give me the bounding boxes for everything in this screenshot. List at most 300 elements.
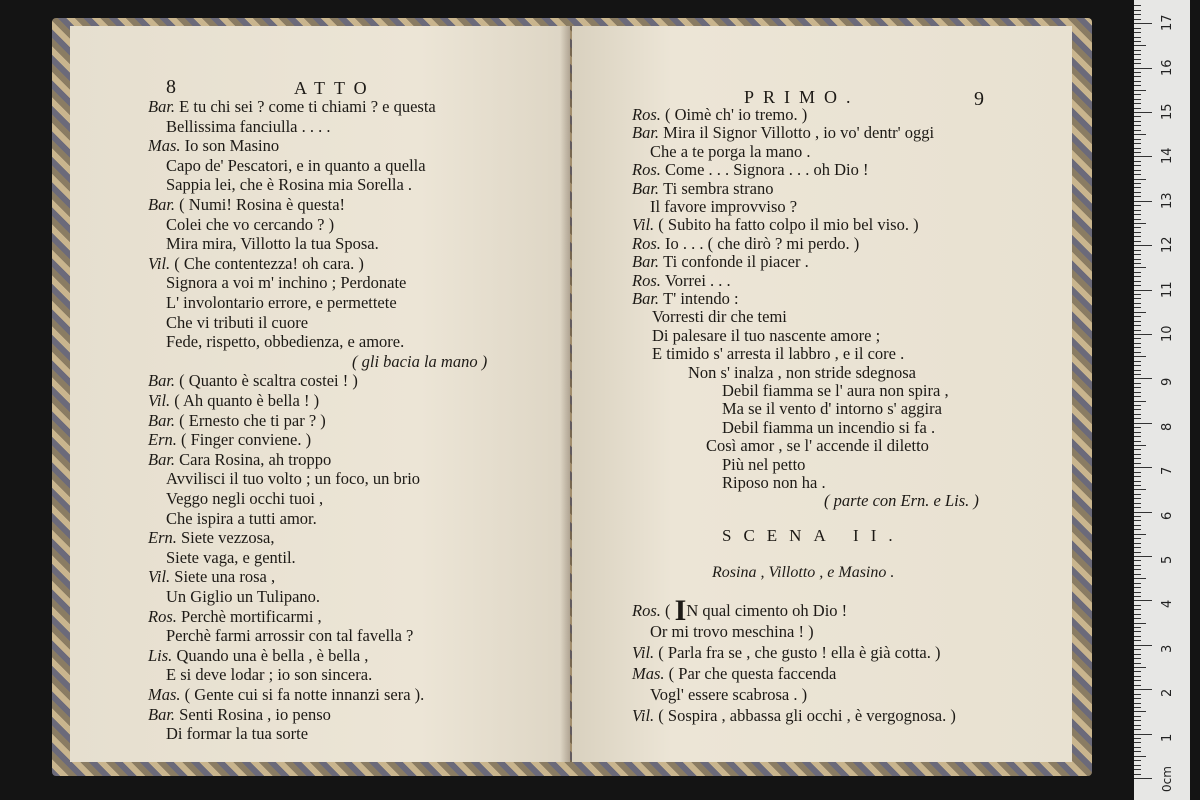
speaker-label: Mas. bbox=[632, 664, 669, 683]
ruler-tick bbox=[1134, 614, 1141, 615]
ruler-tick bbox=[1134, 427, 1141, 428]
ruler-tick bbox=[1134, 552, 1141, 553]
speaker-label: Ros. bbox=[632, 105, 665, 124]
ruler-tick bbox=[1134, 303, 1141, 304]
ruler-tick bbox=[1134, 396, 1141, 397]
dialogue-text: Quando una è bella , è bella , bbox=[176, 645, 369, 665]
ruler-tick bbox=[1134, 378, 1152, 379]
ruler-tick bbox=[1134, 676, 1141, 677]
ruler-tick bbox=[1134, 414, 1141, 415]
text-line bbox=[148, 98, 436, 116]
text-line bbox=[632, 253, 809, 271]
ruler-tick bbox=[1134, 365, 1141, 366]
ruler-tick bbox=[1134, 605, 1141, 606]
dialogue-text: Io . . . ( che dirò ? mi perdo. ) bbox=[665, 233, 860, 253]
dialogue-text: Io son Masino bbox=[184, 136, 280, 156]
dialogue-text: ( Oimè ch' io tremo. ) bbox=[665, 105, 808, 124]
speaker-label: Bar. bbox=[632, 123, 664, 143]
left-page-number: 8 bbox=[166, 76, 176, 98]
text-line bbox=[148, 647, 368, 665]
ruler-tick bbox=[1134, 76, 1141, 77]
ruler-tick bbox=[1134, 432, 1141, 433]
dialogue-text: Ti sembra strano bbox=[663, 178, 774, 198]
right-page-header: PRIMO. bbox=[744, 87, 860, 107]
ruler-tick bbox=[1134, 374, 1141, 375]
ruler-tick bbox=[1134, 223, 1146, 224]
dialogue-text: Siete una rosa , bbox=[174, 567, 276, 587]
text-line bbox=[166, 470, 420, 488]
ruler-tick bbox=[1134, 103, 1141, 104]
speaker-label: Bar. bbox=[148, 410, 180, 430]
ruler-tick bbox=[1134, 592, 1141, 593]
ruler-tick bbox=[1134, 596, 1141, 597]
dialogue-text: Avvilisci il tuo volto ; un foco, un brio bbox=[166, 469, 421, 489]
ruler-number: 15 bbox=[1160, 103, 1175, 120]
ruler-tick bbox=[1134, 99, 1141, 100]
dialogue-text: Signora a voi m' inchino ; Perdonate bbox=[166, 273, 407, 293]
ruler-tick bbox=[1134, 703, 1141, 704]
dialogue-text: Capo de' Pescatori, e in quanto a quella bbox=[166, 155, 426, 175]
text-line bbox=[706, 437, 929, 455]
measuring-ruler bbox=[1134, 0, 1190, 800]
text-line bbox=[148, 392, 319, 410]
ruler-tick bbox=[1134, 281, 1141, 282]
ruler-tick bbox=[1134, 663, 1141, 664]
ruler-tick bbox=[1134, 494, 1141, 495]
ruler-tick bbox=[1134, 361, 1141, 362]
ruler-tick bbox=[1134, 658, 1141, 659]
ruler-tick bbox=[1134, 640, 1141, 641]
ruler-tick bbox=[1134, 449, 1141, 450]
ruler-tick bbox=[1134, 108, 1141, 109]
ruler-tick bbox=[1134, 312, 1146, 313]
ruler-tick bbox=[1134, 179, 1146, 180]
ruler-tick bbox=[1134, 436, 1141, 437]
ruler-tick bbox=[1134, 765, 1141, 766]
dialogue-text: Perchè farmi arrossir con tal favella ? bbox=[166, 626, 414, 646]
ruler-tick bbox=[1134, 236, 1141, 237]
text-line bbox=[632, 124, 934, 142]
dialogue-text: Di formar la tua sorte bbox=[166, 724, 309, 744]
speaker-label: Vil. bbox=[148, 391, 175, 410]
ruler-tick bbox=[1134, 778, 1152, 779]
text-line bbox=[652, 308, 787, 326]
ruler-tick bbox=[1134, 423, 1152, 424]
text-line bbox=[148, 412, 326, 430]
dialogue-text: ( Ah quanto è bella ! ) bbox=[174, 391, 320, 410]
dialogue-text: ( Par che questa faccenda bbox=[668, 664, 837, 683]
dialogue-text: ( Sospira , abbassa gli occhi , è vergognosa. ) bbox=[658, 706, 956, 725]
ruler-tick bbox=[1134, 534, 1146, 535]
ruler-tick bbox=[1134, 520, 1141, 521]
speaker-label: Ros. bbox=[632, 160, 665, 180]
ruler-tick bbox=[1134, 694, 1141, 695]
ruler-tick bbox=[1134, 125, 1141, 126]
text-line bbox=[722, 400, 942, 418]
ruler-tick bbox=[1134, 756, 1146, 757]
ruler-tick bbox=[1134, 263, 1141, 264]
ruler-tick bbox=[1134, 201, 1152, 202]
ruler-tick bbox=[1134, 481, 1141, 482]
dialogue-text: Di palesare il tuo nascente amore ; bbox=[652, 325, 881, 345]
dialogue-text: E tu chi sei ? come ti chiami ? e questa bbox=[179, 97, 436, 116]
ruler-tick bbox=[1134, 560, 1141, 561]
ruler-tick bbox=[1134, 192, 1141, 193]
ruler-tick bbox=[1134, 85, 1141, 86]
speaker-label: Bar. bbox=[632, 252, 664, 272]
dialogue-text: Vogl' essere scabrosa . ) bbox=[650, 685, 808, 704]
text-line bbox=[722, 419, 935, 437]
ruler-tick bbox=[1134, 631, 1141, 632]
speaker-label: Mas. bbox=[148, 136, 185, 156]
ruler-tick bbox=[1134, 134, 1146, 135]
ruler-tick bbox=[1134, 609, 1141, 610]
ruler-tick bbox=[1134, 463, 1141, 464]
ruler-number: 10 bbox=[1160, 325, 1175, 342]
ruler-tick bbox=[1134, 485, 1141, 486]
ruler-tick bbox=[1134, 578, 1146, 579]
text-line bbox=[688, 364, 916, 382]
dialogue-text: Siete vezzosa, bbox=[181, 528, 275, 548]
ruler-tick bbox=[1134, 321, 1141, 322]
dialogue-text: Vorresti dir che temi bbox=[652, 307, 787, 327]
ruler-tick bbox=[1134, 401, 1146, 402]
ruler-tick bbox=[1134, 409, 1141, 410]
ruler-tick bbox=[1134, 196, 1141, 197]
dialogue-text: Così amor , se l' accende il diletto bbox=[706, 436, 929, 456]
ruler-tick bbox=[1134, 418, 1141, 419]
text-line bbox=[632, 235, 859, 253]
ruler-tick bbox=[1134, 343, 1141, 344]
ruler-tick bbox=[1134, 769, 1141, 770]
ruler-tick bbox=[1134, 298, 1141, 299]
text-line bbox=[166, 176, 412, 194]
text-line bbox=[148, 137, 279, 155]
speaker-label: Bar. bbox=[148, 97, 180, 116]
ruler-number: 4 bbox=[1160, 600, 1175, 609]
ruler-tick bbox=[1134, 747, 1141, 748]
ruler-tick bbox=[1134, 489, 1146, 490]
ruler-tick bbox=[1134, 720, 1141, 721]
ruler-tick bbox=[1134, 405, 1141, 406]
ruler-tick bbox=[1134, 370, 1141, 371]
dialogue-text: ( Subito ha fatto colpo il mio bel viso. ) bbox=[658, 215, 919, 235]
ruler-tick bbox=[1134, 618, 1141, 619]
ruler-number: 8 bbox=[1160, 422, 1175, 431]
ruler-tick bbox=[1134, 294, 1141, 295]
ruler-tick bbox=[1134, 112, 1152, 113]
ruler-tick bbox=[1134, 152, 1141, 153]
ruler-tick bbox=[1134, 245, 1152, 246]
text-line bbox=[650, 143, 811, 161]
dialogue-text: Mira il Signor Villotto , io vo' dentr' oggi bbox=[663, 123, 935, 143]
dialogue-text: Il favore improvviso ? bbox=[650, 197, 798, 216]
dialogue-text: ( IN qual cimento oh Dio ! bbox=[665, 594, 848, 627]
ruler-tick bbox=[1134, 645, 1152, 646]
speaker-label: Lis. bbox=[148, 645, 177, 665]
ruler-number: 14 bbox=[1160, 147, 1175, 165]
ruler-tick bbox=[1134, 538, 1141, 539]
speaker-label: Bar. bbox=[632, 289, 664, 308]
ruler-tick bbox=[1134, 707, 1141, 708]
ruler-number: 3 bbox=[1160, 644, 1175, 653]
text-line bbox=[632, 106, 807, 124]
text-line bbox=[632, 707, 956, 725]
text-line bbox=[166, 549, 296, 567]
ruler-tick bbox=[1134, 330, 1141, 331]
text-line bbox=[166, 274, 406, 292]
ruler-tick bbox=[1134, 569, 1141, 570]
ruler-tick bbox=[1134, 143, 1141, 144]
ruler-tick bbox=[1134, 716, 1141, 717]
ruler-tick bbox=[1134, 347, 1141, 348]
text-line bbox=[632, 290, 739, 308]
speaker-label: Ern. bbox=[148, 528, 181, 548]
ruler-tick bbox=[1134, 214, 1141, 215]
ruler-number: 16 bbox=[1160, 59, 1175, 76]
ruler-tick bbox=[1134, 37, 1141, 38]
text-line bbox=[166, 333, 404, 351]
text-line bbox=[166, 666, 372, 684]
ruler-tick bbox=[1134, 600, 1152, 601]
text-line bbox=[652, 345, 904, 363]
ruler-number: 1 bbox=[1160, 733, 1175, 742]
text-line bbox=[632, 665, 836, 683]
ruler-tick bbox=[1134, 338, 1141, 339]
text-line bbox=[166, 588, 320, 606]
speaker-label: Bar. bbox=[632, 178, 664, 198]
dialogue-text: Riposo non ha . bbox=[722, 473, 826, 492]
text-line bbox=[824, 492, 979, 510]
speaker-label: Ern. bbox=[148, 430, 181, 450]
ruler-tick bbox=[1134, 529, 1141, 530]
dialogue-text: L' involontario errore, e permettete bbox=[166, 293, 397, 312]
ruler-tick bbox=[1134, 90, 1146, 91]
text-line bbox=[148, 608, 322, 626]
ruler-tick bbox=[1134, 250, 1141, 251]
ruler-tick bbox=[1134, 187, 1141, 188]
text-line bbox=[166, 235, 379, 253]
text-line bbox=[632, 644, 941, 662]
ruler-tick bbox=[1134, 63, 1141, 64]
dialogue-text: Debil fiamma se l' aura non spira , bbox=[722, 381, 949, 400]
ruler-tick bbox=[1134, 205, 1141, 206]
dialogue-text: Colei che vo cercando ? ) bbox=[166, 214, 335, 234]
ruler-tick bbox=[1134, 472, 1141, 473]
dialogue-text: Un Giglio un Tulipano. bbox=[166, 587, 321, 606]
dialogue-text: Cara Rosina, ah troppo bbox=[179, 449, 332, 469]
ruler-tick bbox=[1134, 525, 1141, 526]
ruler-tick bbox=[1134, 5, 1141, 6]
ruler-tick bbox=[1134, 649, 1141, 650]
speaker-label: Vil. bbox=[632, 706, 659, 725]
ruler-tick bbox=[1134, 307, 1141, 308]
ruler-tick bbox=[1134, 290, 1152, 291]
ruler-number: 2 bbox=[1160, 688, 1175, 698]
text-line bbox=[632, 594, 848, 627]
text-line bbox=[166, 294, 397, 312]
ruler-tick bbox=[1134, 352, 1141, 353]
text-line bbox=[166, 510, 317, 528]
ruler-tick bbox=[1134, 259, 1141, 260]
ruler-tick bbox=[1134, 285, 1141, 286]
right-page-number: 9 bbox=[974, 88, 984, 110]
right-page bbox=[572, 26, 1072, 762]
speaker-label: Vil. bbox=[632, 643, 659, 662]
ruler-tick bbox=[1134, 734, 1152, 735]
ruler-tick bbox=[1134, 241, 1141, 242]
ruler-tick bbox=[1134, 725, 1141, 726]
speaker-label: Vil. bbox=[148, 567, 175, 587]
ruler-tick bbox=[1134, 445, 1146, 446]
dialogue-text: Bellissima fanciulla . . . . bbox=[166, 116, 331, 136]
scene-title: SCENA II. bbox=[722, 526, 905, 545]
text-line bbox=[652, 327, 880, 345]
ruler-tick bbox=[1134, 174, 1141, 175]
text-line bbox=[632, 161, 869, 179]
speaker-label: Mas. bbox=[148, 685, 185, 704]
text-line bbox=[148, 451, 331, 469]
dialogue-text: Vorrei . . . bbox=[665, 270, 731, 290]
dialogue-text: Perchè mortificarmi , bbox=[181, 606, 322, 626]
text-line bbox=[632, 180, 773, 198]
ruler-tick bbox=[1134, 316, 1141, 317]
ruler-tick bbox=[1134, 227, 1141, 228]
ruler-tick bbox=[1134, 139, 1141, 140]
speaker-label: Ros. bbox=[148, 606, 181, 626]
text-line bbox=[722, 456, 805, 474]
ruler-number: 17 bbox=[1160, 14, 1175, 32]
ruler-tick bbox=[1134, 272, 1141, 273]
ruler-tick bbox=[1134, 130, 1141, 131]
ruler-tick bbox=[1134, 14, 1141, 15]
text-line bbox=[148, 529, 274, 547]
ruler-tick bbox=[1134, 276, 1141, 277]
dialogue-text: Ti confonde il piacer . bbox=[663, 252, 809, 272]
dialogue-text: Veggo negli occhi tuoi , bbox=[166, 489, 324, 508]
ruler-tick bbox=[1134, 219, 1141, 220]
left-page bbox=[70, 26, 570, 762]
text-line bbox=[722, 474, 826, 492]
dialogue-text: Siete vaga, e gentil. bbox=[166, 547, 296, 567]
ruler-tick bbox=[1134, 148, 1141, 149]
ruler-number: 5 bbox=[1160, 555, 1175, 564]
ruler-tick bbox=[1134, 116, 1141, 117]
ruler-tick bbox=[1134, 476, 1141, 477]
ruler-tick bbox=[1134, 254, 1141, 255]
text-line bbox=[166, 118, 331, 136]
ruler-tick bbox=[1134, 45, 1146, 46]
dialogue-text: Or mi trovo meschina ! ) bbox=[650, 622, 814, 641]
ruler-tick bbox=[1134, 454, 1141, 455]
ruler-tick bbox=[1134, 41, 1141, 42]
ruler-tick bbox=[1134, 94, 1141, 95]
ruler-tick bbox=[1134, 698, 1141, 699]
text-line bbox=[632, 216, 919, 234]
speaker-label: Vil. bbox=[148, 253, 175, 273]
speaker-label: Bar. bbox=[148, 449, 180, 469]
ruler-tick bbox=[1134, 547, 1141, 548]
dialogue-text: Che ispira a tutti amor. bbox=[166, 508, 317, 528]
dialogue-text: E si deve lodar ; io son sincera. bbox=[166, 665, 373, 685]
ruler-tick bbox=[1134, 742, 1141, 743]
ruler-tick bbox=[1134, 565, 1141, 566]
text-line bbox=[352, 353, 487, 371]
ruler-tick bbox=[1134, 583, 1141, 584]
ruler-tick bbox=[1134, 441, 1141, 442]
ruler-number: 9 bbox=[1160, 378, 1175, 387]
dialogue-text: Che a te porga la mano . bbox=[650, 141, 811, 161]
ruler-tick bbox=[1134, 574, 1141, 575]
ruler-tick bbox=[1134, 210, 1141, 211]
drop-cap: I bbox=[674, 594, 687, 627]
ruler-number: 7 bbox=[1160, 466, 1175, 476]
ruler-tick bbox=[1134, 72, 1141, 73]
dialogue-text: ( Finger conviene. ) bbox=[181, 430, 312, 450]
ruler-tick bbox=[1134, 512, 1152, 513]
ruler-tick bbox=[1134, 654, 1141, 655]
text-line bbox=[166, 314, 308, 332]
dialogue-text: ( Che contentezza! oh cara. ) bbox=[174, 253, 364, 273]
dialogue-text: Sappia lei, che è Rosina mia Sorella . bbox=[166, 175, 413, 195]
ruler-tick bbox=[1134, 19, 1141, 20]
ruler-tick bbox=[1134, 685, 1141, 686]
text-line bbox=[148, 255, 364, 273]
text-line bbox=[148, 196, 345, 214]
text-line bbox=[148, 372, 358, 390]
ruler-tick bbox=[1134, 774, 1141, 775]
ruler-tick bbox=[1134, 543, 1141, 544]
ruler-tick bbox=[1134, 623, 1146, 624]
dialogue-text: ( Parla fra se , che gusto ! ella è già cotta. ) bbox=[658, 643, 941, 662]
text-line bbox=[650, 686, 807, 704]
ruler-tick bbox=[1134, 671, 1141, 672]
dialogue-text: Come . . . Signora . . . oh Dio ! bbox=[665, 160, 869, 180]
dialogue-text: Non s' inalza , non stride sdegnosa bbox=[688, 362, 916, 382]
dialogue-text: Fede, rispetto, obbedienza, e amore. bbox=[166, 332, 405, 352]
speaker-label: Bar. bbox=[148, 371, 180, 391]
ruler-tick bbox=[1134, 334, 1152, 335]
speaker-label: Ros. bbox=[632, 233, 665, 253]
ruler-tick bbox=[1134, 10, 1141, 11]
ruler-number: 13 bbox=[1160, 192, 1175, 209]
dialogue-text: T' intendo : bbox=[663, 289, 739, 308]
ruler-tick bbox=[1134, 68, 1152, 69]
ruler-tick bbox=[1134, 232, 1141, 233]
dialogue-text: Debil fiamma un incendio si fa . bbox=[722, 417, 936, 437]
ruler-tick bbox=[1134, 28, 1141, 29]
ruler-tick bbox=[1134, 32, 1141, 33]
text-line bbox=[166, 490, 323, 508]
ruler-tick bbox=[1134, 467, 1152, 468]
ruler-tick bbox=[1134, 667, 1146, 668]
ruler-tick bbox=[1134, 183, 1141, 184]
speaker-label: Vil. bbox=[632, 215, 659, 235]
ruler-number: 12 bbox=[1160, 236, 1175, 254]
ruler-tick bbox=[1134, 121, 1141, 122]
text-line bbox=[148, 686, 424, 704]
ruler-tick bbox=[1134, 356, 1146, 357]
speaker-label: Bar. bbox=[148, 704, 180, 724]
speaker-label: Bar. bbox=[148, 195, 180, 214]
ruler-tick bbox=[1134, 50, 1141, 51]
dialogue-text: ( Ernesto che ti par ? ) bbox=[179, 410, 326, 430]
text-line bbox=[166, 216, 334, 234]
text-line bbox=[650, 623, 814, 641]
ruler-tick bbox=[1134, 156, 1152, 157]
ruler-tick bbox=[1134, 729, 1141, 730]
ruler-tick bbox=[1134, 587, 1141, 588]
